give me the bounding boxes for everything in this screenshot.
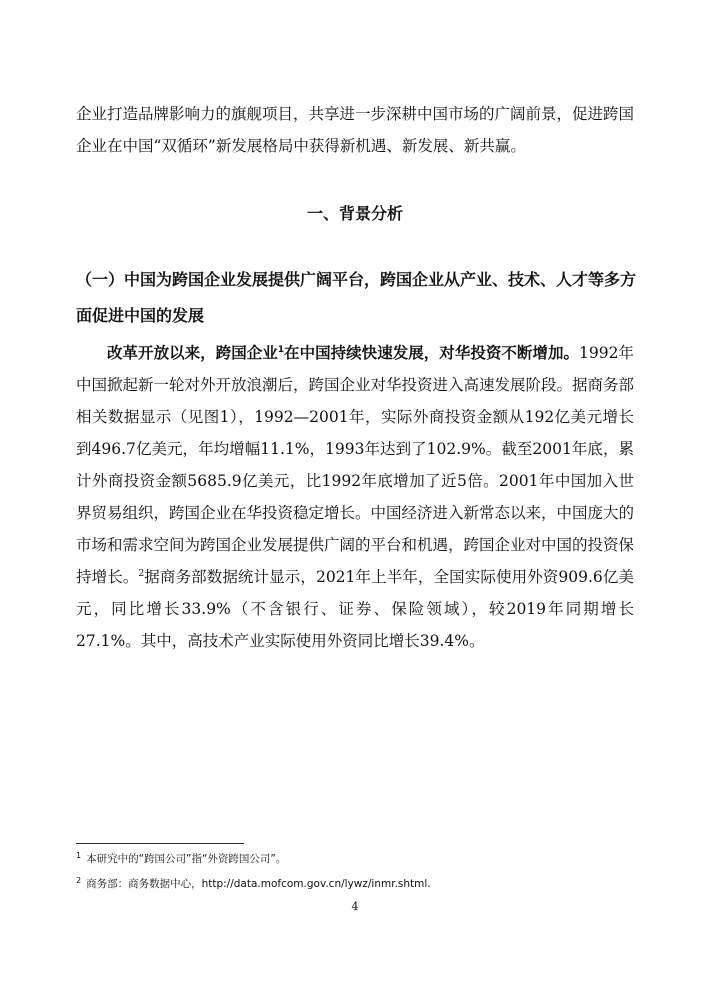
lead-text-part2: 在中国持续快速发展，对华投资不断增加。 <box>284 344 580 362</box>
footnote-divider <box>76 843 244 844</box>
subsection-heading: （一）中国为跨国企业发展提供广阔平台，跨国企业从产业、技术、人才等多方面促进中国的发展 <box>76 270 637 325</box>
footnote-1 <box>76 851 636 867</box>
footnote-1-text: 本研究中的“跨国公司”指“外资跨国公司”。 <box>86 853 287 865</box>
lead-text-part1: 改革开放以来，跨国企业 <box>107 344 278 362</box>
footnote-2 <box>76 876 636 892</box>
footnote-2-mark: 2 <box>76 875 82 885</box>
footnote-ref-1: 1 <box>277 344 285 355</box>
body-paragraph <box>76 337 634 657</box>
page-number: 4 <box>351 900 359 913</box>
body-text-part1: 1992年中国掀起新一轮对外开放浪潮后，跨国企业对华投资进入高速发展阶段。据商务部相关数据显示（见图1），1992—2001年，实际外商投资金额从192亿美元增长到496.7亿美元，年均增幅11.1%，1993年达到了102.9%。截至2001年底，累计外商投资金额5685.9亿美元，比1992年底增加了近5倍。2001年中国加入世界贸易组织，跨国企业在华投资稳定增长。中国经济进入新常态以来，中国庞大的市场和需求空间为跨国企业发展提供广阔的平台和机遇，跨国企业对中国的投资保持增长。 <box>76 344 635 586</box>
body-text-part2: 据商务部数据统计显示，2021年上半年，全国实际使用外资909.6亿美元，同比增长33.9%（不含银行、证券、保险领域），较2019年同期增长27.1%。其中，高技术产业实际使用外资同比增长39.4%。 <box>76 568 634 650</box>
section-heading: 一、背景分析 <box>306 204 403 223</box>
footnote-2-text: 商务部：商务数据中心，http://data.mofcom.gov.cn/lywz/inmr.shtml. <box>86 878 431 890</box>
footnote-ref-2: 2 <box>138 568 145 579</box>
footnote-1-mark: 1 <box>76 850 82 860</box>
intro-paragraph: 企业打造品牌影响力的旗舰项目，共享进一步深耕中国市场的广阔前景，促进跨国企业在中国“双循环”新发展格局中获得新机遇、新发展、新共赢。 <box>76 105 635 155</box>
lead-sentence <box>107 344 579 362</box>
